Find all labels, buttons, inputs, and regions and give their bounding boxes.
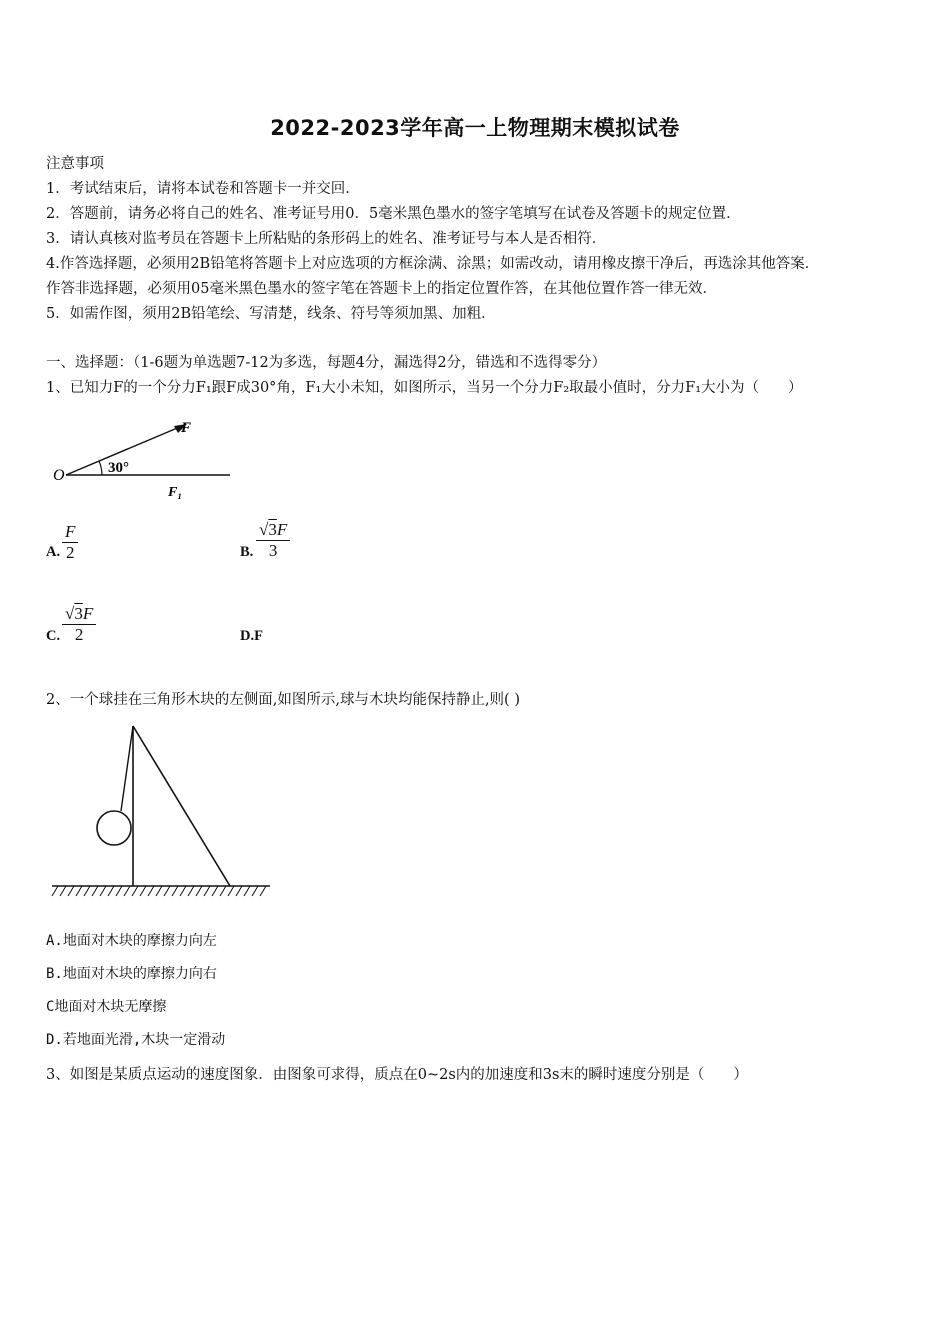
q2-option-b: B.地面对木块的摩擦力向右 xyxy=(46,966,217,982)
variable: F xyxy=(82,604,94,623)
option-b-label: B. xyxy=(240,544,254,560)
option-a-numerator: F xyxy=(65,522,76,541)
ball-wedge-diagram xyxy=(50,718,275,900)
option-c-label: C. xyxy=(46,628,61,644)
q2-option-a: A.地面对木块的摩擦力向左 xyxy=(46,933,217,949)
notice-item-2: 2．答题前，请务必将自己的姓名、准考证号用0．5毫米黑色墨水的签字笔填写在试卷及答题卡的规定位置． xyxy=(46,206,741,222)
angle-arc xyxy=(99,461,102,475)
question-3-text: 3、如图是某质点运动的速度图象．由图象可求得，质点在0~2s内的加速度和3s末的瞬时速度分别是（ ） xyxy=(46,1067,748,1083)
option-a-label: A. xyxy=(46,544,61,560)
component-label: F₁ xyxy=(168,485,183,500)
page-title: 2022-2023学年高一上物理期末模拟试卷 xyxy=(270,116,680,140)
q2-option-d: D.若地面光滑,木块一定滑动 xyxy=(46,1032,226,1048)
ground-hatching xyxy=(52,886,266,896)
angle-label: 30° xyxy=(108,460,129,476)
notice-item-4-cont: 作答非选择题，必须用05毫米黑色墨水的签字笔在答题卡上的指定位置作答，在其他位置作答一律无效． xyxy=(46,281,717,297)
option-b-denominator: 3 xyxy=(256,540,290,561)
origin-label: O xyxy=(53,467,65,484)
force-diagram xyxy=(50,412,240,504)
option-a-denominator: 2 xyxy=(62,542,78,563)
section-heading: 一、选择题：（1-6题为单选题7-12为多选，每题4分，漏选得2分，错选和不选得零分） xyxy=(46,355,607,371)
notice-heading: 注意事项 xyxy=(46,156,104,172)
sqrt-symbol: √ xyxy=(65,604,75,623)
notice-item-3: 3．请认真核对监考员在答题卡上所粘贴的条形码上的姓名、准考证号与本人是否相符． xyxy=(46,231,607,247)
force-label: F xyxy=(181,420,192,436)
notice-item-1: 1．考试结束后，请将本试卷和答题卡一并交回． xyxy=(46,181,360,197)
string xyxy=(121,726,133,811)
question-1-text: 1、已知力F的一个分力F₁跟F成30°角，F₁大小未知，如图所示，当另一个分力F₂取最小值时，分力F₁大小为（ ） xyxy=(46,380,803,396)
wedge-hypotenuse xyxy=(133,726,230,886)
ball xyxy=(97,811,131,845)
notice-item-4: 4.作答选择题，必须用2B铅笔将答题卡上对应选项的方框涂满、涂黑；如需改动，请用橡皮擦干净后，再选涂其他答案． xyxy=(46,256,820,272)
variable: F xyxy=(276,520,288,539)
radicand: 3 xyxy=(74,604,83,623)
q2-option-c: C地面对木块无摩擦 xyxy=(46,999,167,1015)
radicand: 3 xyxy=(268,520,277,539)
option-b-fraction xyxy=(256,520,290,561)
option-c-denominator: 2 xyxy=(62,624,96,645)
notice-item-5: 5．如需作图，须用2B铅笔绘、写清楚，线条、符号等须加黑、加粗． xyxy=(46,306,496,322)
option-d: D.F xyxy=(240,628,263,644)
option-a-fraction xyxy=(62,522,78,563)
sqrt-symbol: √ xyxy=(259,520,269,539)
question-2-text: 2、一个球挂在三角形木块的左侧面,如图所示,球与木块均能保持静止,则( ) xyxy=(46,692,520,708)
option-c-fraction xyxy=(62,604,96,645)
